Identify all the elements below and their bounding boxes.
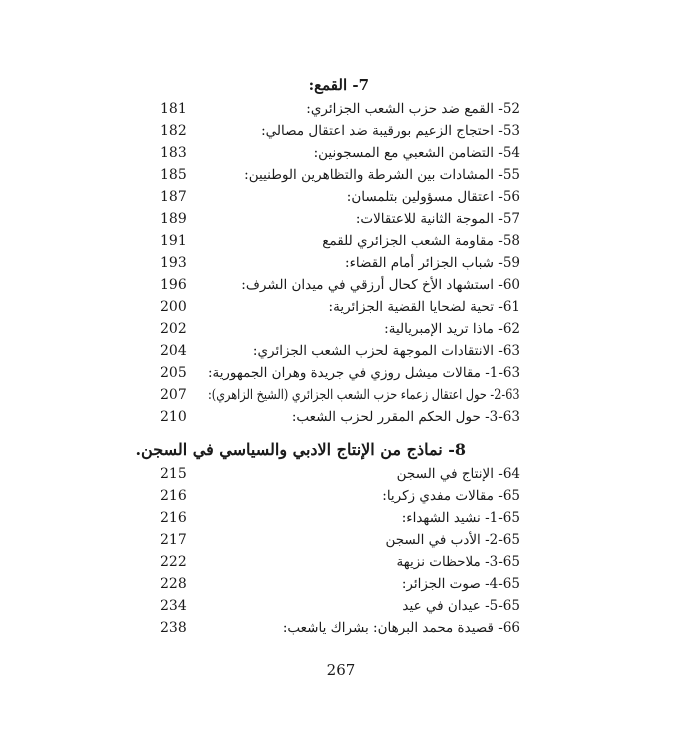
toc-entry-page: 217 xyxy=(160,532,187,548)
toc-entry xyxy=(160,142,520,164)
toc-entry-page: 222 xyxy=(160,554,187,570)
toc-entry xyxy=(160,120,520,142)
toc-entry-page: 183 xyxy=(160,145,187,161)
toc-entry xyxy=(160,164,520,186)
toc-entry-page: 191 xyxy=(160,233,187,249)
toc-entry xyxy=(160,384,520,406)
toc-entry-title: 4-65- صوت الجزائر: xyxy=(401,576,520,592)
toc-entry xyxy=(160,463,520,485)
toc-entry-title: 52- القمع ضد حزب الشعب الجزائري: xyxy=(306,101,520,117)
toc-entry xyxy=(160,362,520,384)
toc-entry xyxy=(160,507,520,529)
toc-entry-page: 205 xyxy=(160,365,187,381)
toc-entry-title: 1-63- مقالات ميشل روزي في جريدة وهران الجمهورية: xyxy=(207,365,520,381)
toc-entry-title: 64- الإنتاج في السجن xyxy=(396,466,520,482)
toc-entry xyxy=(160,252,520,274)
toc-entry-title: 5-65- عيدان في عيد xyxy=(402,598,520,614)
toc-entry-title: 66- قصيدة محمد البرهان: بشراك ياشعب: xyxy=(282,620,520,636)
toc-entry xyxy=(160,318,520,340)
toc-entry xyxy=(160,340,520,362)
section-8-heading: 8- نماذج من الإنتاج الادبي والسياسي في السجن. xyxy=(135,440,466,459)
toc-entry xyxy=(160,617,520,639)
toc-entry-page: 202 xyxy=(160,321,187,337)
toc-entry-page: 216 xyxy=(160,488,187,504)
toc-entry-title: 57- الموجة الثانية للاعتقالات: xyxy=(355,211,520,227)
toc-entry-title: 55- المشادات بين الشرطة والتظاهرين الوطنيين: xyxy=(244,167,520,183)
toc-entry-page: 215 xyxy=(160,466,187,482)
toc-entry-title: 1-65- نشيد الشهداء: xyxy=(401,510,520,526)
toc-entry-title: 56- اعتقال مسؤولين بتلمسان: xyxy=(346,189,520,205)
toc-entry-page: 189 xyxy=(160,211,187,227)
page-number: 267 xyxy=(326,661,356,679)
toc-entry-title: 60- استشهاد الأخ كحال أرزقي في ميدان الشرف: xyxy=(241,277,520,293)
toc-entry-title: 58- مقاومة الشعب الجزائري للقمع xyxy=(322,233,520,249)
toc-entry-page: 204 xyxy=(160,343,187,359)
toc-entry xyxy=(160,98,520,120)
toc-entry-title: 2-63- حول اعتقال زعماء حزب الشعب الجزائري (الشيخ الزاهري): xyxy=(208,387,520,403)
toc-entry xyxy=(160,551,520,573)
toc-entry-page: 207 xyxy=(160,387,187,403)
toc-entry-title: 53- احتجاج الزعيم بورقيبة ضد اعتقال مصالي: xyxy=(261,123,520,139)
toc-entry-page: 182 xyxy=(160,123,187,139)
toc-entry-title: 2-65- الأدب في السجن xyxy=(385,532,520,548)
toc-entry-page: 210 xyxy=(160,409,187,425)
toc-entry-page: 238 xyxy=(160,620,187,636)
toc-entry-title: 61- تحية لضحايا القضية الجزائرية: xyxy=(328,299,520,315)
toc-entry xyxy=(160,230,520,252)
toc-entry-page: 228 xyxy=(160,576,187,592)
toc-entry-page: 185 xyxy=(160,167,187,183)
toc-entry xyxy=(160,274,520,296)
toc-entry xyxy=(160,296,520,318)
toc-entry-title: 62- ماذا تريد الإمبريالية: xyxy=(384,321,520,337)
toc-entry xyxy=(160,573,520,595)
toc-entry-page: 193 xyxy=(160,255,187,271)
toc-entry-title: 54- التضامن الشعبي مع المسجونين: xyxy=(313,145,520,161)
toc-entry xyxy=(160,485,520,507)
toc-entry-page: 200 xyxy=(160,299,187,315)
toc-entry-page: 181 xyxy=(160,101,187,117)
section-7-heading: 7- القمع: xyxy=(308,76,369,94)
toc-entry-title: 3-65- ملاحظات نزيهة xyxy=(396,554,520,570)
toc-entry xyxy=(160,595,520,617)
toc-entry-page: 196 xyxy=(160,277,187,293)
toc-entry-page: 234 xyxy=(160,598,187,614)
toc-entry-title: 59- شباب الجزائر أمام القضاء: xyxy=(345,255,520,271)
toc-entry-title: 3-63- حول الحكم المقرر لحزب الشعب: xyxy=(291,409,520,425)
toc-entry-title: 63- الانتقادات الموجهة لحزب الشعب الجزائري: xyxy=(252,343,520,359)
toc-entry xyxy=(160,208,520,230)
toc-entry xyxy=(160,406,520,428)
toc-entry-title: 65- مقالات مفدي زكريا: xyxy=(382,488,520,504)
toc-entry xyxy=(160,186,520,208)
toc-entry-page: 187 xyxy=(160,189,187,205)
toc-entry-page: 216 xyxy=(160,510,187,526)
toc-entry xyxy=(160,529,520,551)
